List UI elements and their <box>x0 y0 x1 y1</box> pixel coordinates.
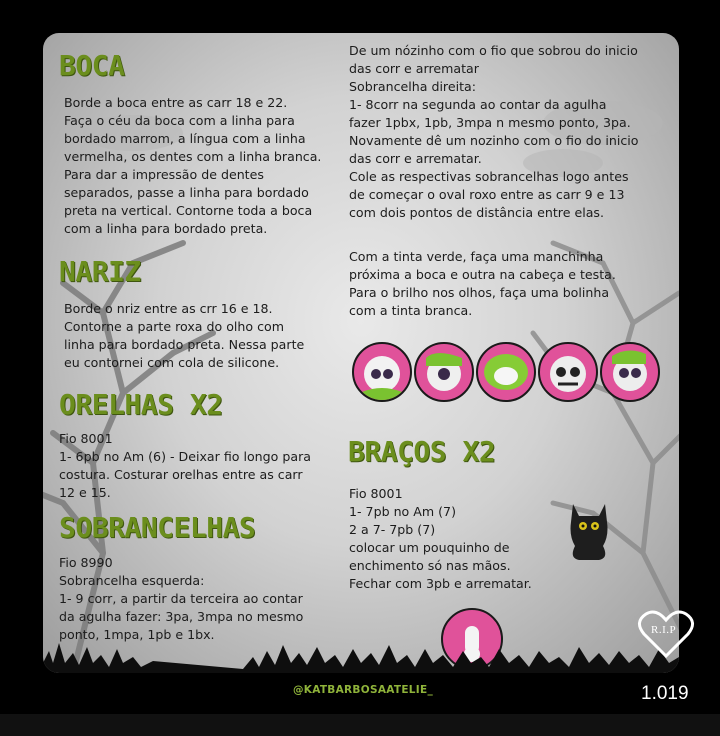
instagram-handle[interactable]: @KATBARBOSAATELIE_ <box>293 684 434 696</box>
photo-thumbnail <box>352 342 412 402</box>
right-text-tinta: Com a tinta verde, faça uma manchinha próxima a boca e outra na cabeça e testa. Para o brilho nos olhos, faça uma bolinha com a tinta branca. <box>349 249 616 318</box>
photo-thumbnail <box>600 342 660 402</box>
bracos-text: Fio 8001 1- 7pb no Am (7) 2 a 7- 7pb (7) colocar um pouquinho de enchimento só nas mãos. Fechar com 3pb e arrematar. <box>349 486 532 591</box>
right-text-sobrancelha: De um nózinho com o fio que sobrou do inicio das corr e arrematar Sobrancelha direita: 1- 8corr na segunda ao contar da agulha fazer 1pbx, 1pb, 3mpa n mesmo ponto, 3pa. Novamente dê um nozinho com o fio do inicio das corr e arrematar. Cole as respectivas sobrancelhas logo antes de começar o oval roxo entre as carr 9 e 13 com dois pontos de distância entre elas. <box>349 43 639 220</box>
rip-sticker-button[interactable] <box>636 604 696 664</box>
photo-thumbnail <box>538 342 598 402</box>
orelhas-text: Fio 8001 1- 6pb no Am (6) - Deixar fio longo para costura. Costurar orelhas entre as carr 12 e 15. <box>59 431 311 500</box>
photo-thumbnail <box>476 342 536 402</box>
photo-thumbnail <box>414 342 474 402</box>
grass-silhouette <box>43 633 679 673</box>
recipe-card <box>43 33 679 673</box>
heading-boca: BOCA <box>59 49 125 82</box>
heading-bracos: BRAÇOS X2 <box>348 435 496 468</box>
rip-label: R.I.P <box>651 624 677 636</box>
nariz-text: Borde o nriz entre as crr 16 e 18. Contorne a parte roxa do olho com linha para bordado preta. Nessa parte eu contornei com cola de silicone. <box>64 301 305 370</box>
heading-nariz: NARIZ <box>59 255 141 288</box>
sobrancelhas-text: Fio 8990 Sobrancelha esquerda: 1- 9 corr, a partir da terceira ao contar da agulha fazer: 3pa, 3mpa no mesmo ponto, 1mpa, 1pb e 1bx. <box>59 555 304 642</box>
cat-icon <box>563 496 615 562</box>
bottom-bar <box>0 714 720 736</box>
heading-orelhas: ORELHAS X2 <box>59 388 223 421</box>
boca-text: Borde a boca entre as carr 18 e 22. Faça o céu da boca com a linha para bordado marrom, a língua com a linha vermelha, os dentes com a linha branca. Para dar a impressão de dentes separados, passe a linha para bordado preta na vertical. Contorne toda a boca com a linha para bordado preta. <box>64 95 322 236</box>
progress-photos <box>352 342 672 406</box>
heading-sobrancelhas: SOBRANCELHAS <box>59 511 256 544</box>
view-count: 1.019 <box>641 683 689 704</box>
